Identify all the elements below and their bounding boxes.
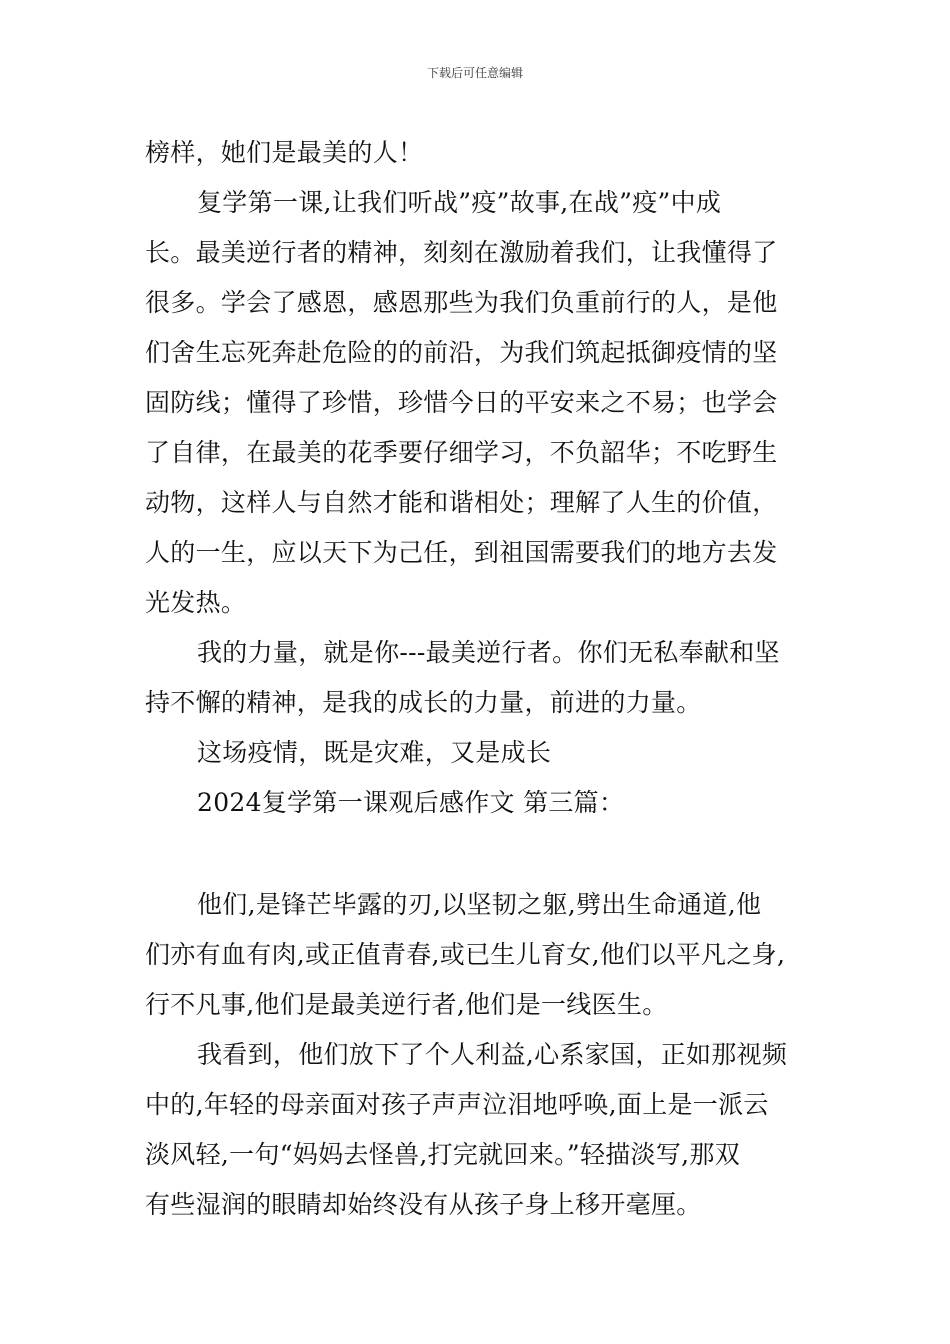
text-line: 固防线；懂得了珍惜，珍惜今日的平安来之不易；也学会 [145, 388, 778, 417]
paragraph-start: 我的力量，就是你---最美逆行者。你们无私奉献和坚 [197, 638, 780, 667]
text-line: 淡风轻,一句“妈妈去怪兽,打完就回来。”轻描淡写,那双 [145, 1140, 741, 1169]
text-line: 很多。学会了感恩，感恩那些为我们负重前行的人，是他 [145, 288, 778, 317]
paragraph-start: 他们,是锋芒毕露的刃,以坚韧之躯,劈出生命通道,他 [197, 890, 762, 919]
text-line: 有些湿润的眼睛却始终没有从孩子身上移开毫厘。 [145, 1190, 702, 1219]
document-body [145, 128, 820, 1230]
paragraph-start: 我看到，他们放下了个人利益,心系家国，正如那视频 [197, 1040, 788, 1069]
text-line: 行不凡事,他们是最美逆行者,他们是一线医生。 [145, 990, 668, 1019]
text-line: 人的一生，应以天下为己任，到祖国需要我们的地方去发 [145, 538, 778, 567]
blank-space [145, 828, 820, 880]
section-heading: 2024复学第一课观后感作文 第三篇： [197, 788, 625, 817]
text-line: 光发热。 [145, 588, 247, 617]
text-line: 动物，这样人与自然才能和谐相处；理解了人生的价值， [145, 488, 778, 517]
paragraph-start: 这场疫情，既是灾难，又是成长 [197, 738, 552, 767]
text-line: 了自律，在最美的花季要仔细学习，不负韶华；不吃野生 [145, 438, 778, 467]
text-line: 持不懈的精神，是我的成长的力量，前进的力量。 [145, 688, 702, 717]
paragraph-start: 复学第一课,让我们听战”疫”故事,在战”疫”中成 [197, 188, 722, 217]
text-line: 们舍生忘死奔赴危险的的前沿，为我们筑起抵御疫情的坚 [145, 338, 778, 367]
text-line: 们亦有血有肉,或正值青春,或已生儿育女,他们以平凡之身, [145, 940, 786, 969]
text-line: 中的,年轻的母亲面对孩子声声泣泪地呼唤,面上是一派云 [145, 1090, 769, 1119]
text-line: 榜样，她们是最美的人！ [145, 138, 424, 167]
page-header: 下载后可任意编辑 [426, 66, 523, 80]
text-line: 长。最美逆行者的精神，刻刻在激励着我们，让我懂得了 [145, 238, 778, 267]
